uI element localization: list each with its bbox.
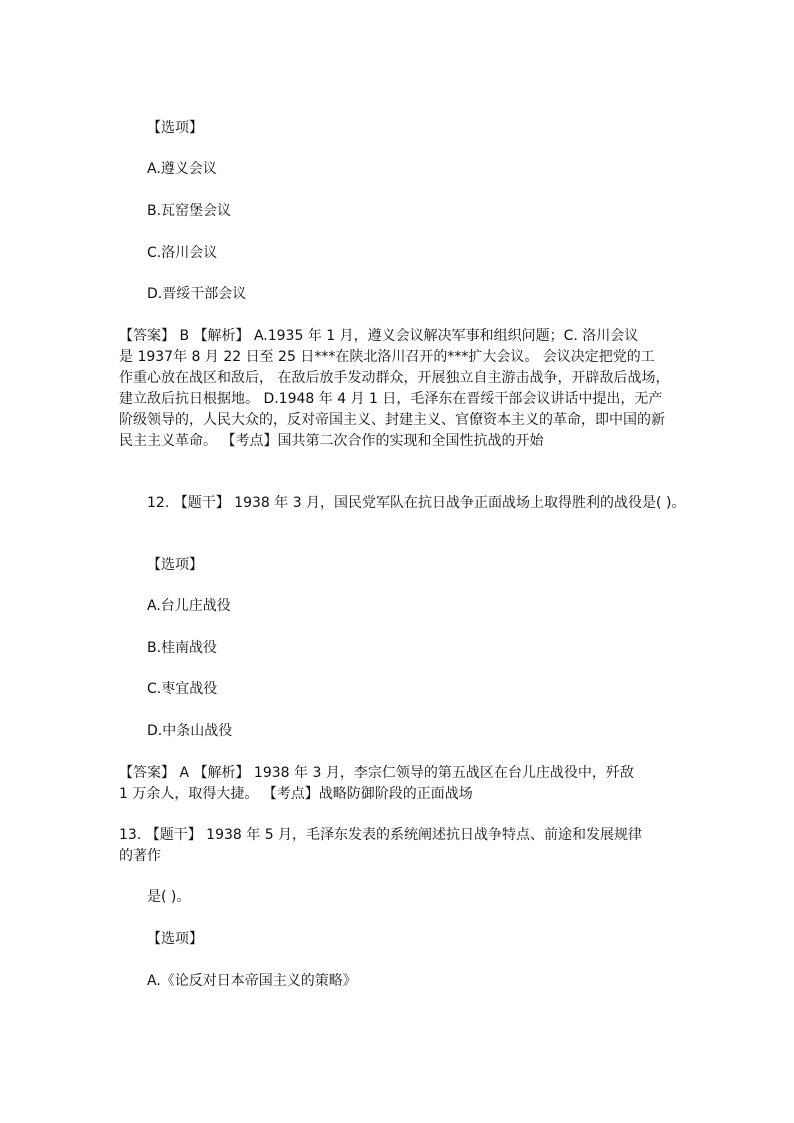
q11-answer-line-6: 民主主义革命。 【考点】国共第二次合作的实现和全国性抗战的开始	[119, 433, 544, 449]
q11-answer-line-5: 阶级领导的，人民大众的，反对帝国主义、封建主义、官僚资本主义的革命，即中国的新	[119, 412, 665, 428]
q13-options-heading: 【选项】	[147, 931, 203, 947]
q11-option-c: C.洛川会议	[147, 245, 218, 261]
q12-options-heading: 【选项】	[147, 557, 203, 573]
q12-stem: 12. 【题干】 1938 年 3 月，国民党军队在抗日战争正面战场上取得胜利的战役是( )。	[147, 495, 686, 511]
q13-option-a: A.《论反对日本帝国主义的策略》	[147, 973, 357, 989]
q12-option-c: C.枣宜战役	[147, 681, 218, 697]
q12-option-b: B.桂南战役	[147, 640, 218, 656]
q11-options-heading: 【选项】	[147, 120, 203, 136]
q11-option-d: D.晋绥干部会议	[147, 286, 247, 302]
q13-stem-continuation: 是( )。	[147, 889, 191, 905]
q11-option-a: A.遵义会议	[147, 161, 217, 177]
q12-answer-line-2: 1 万余人，取得大捷。 【考点】战略防御阶段的正面战场	[119, 786, 473, 802]
q13-stem-line-2: 的著作	[119, 848, 161, 864]
q12-answer-line-1: 【答案】 A 【解析】 1938 年 3 月，李宗仁领导的第五战区在台儿庄战役中，歼敌	[119, 765, 634, 781]
q11-option-b: B.瓦窑堡会议	[147, 203, 232, 219]
q11-answer-line-1: 【答案】 B 【解析】 A.1935 年 1 月，遵义会议解决军事和组织问题；C. 洛川会议	[119, 328, 639, 344]
q11-answer-line-4: 建立敌后抗日根据地。 D.1948 年 4 月 1 日，毛泽东在晋绥干部会议讲话中提出，无产	[119, 391, 663, 407]
q13-stem-line-1: 13. 【题干】 1938 年 5 月，毛泽东发表的系统阐述抗日战争特点、前途和发展规律	[119, 827, 643, 843]
q12-option-d: D.中条山战役	[147, 723, 233, 739]
q12-option-a: A.台儿庄战役	[147, 598, 231, 614]
q11-answer-line-2: 是 1937年 8 月 22 日至 25 日***在陕北洛川召开的***扩大会议。 会议决定把党的工	[119, 349, 655, 365]
q11-answer-line-3: 作重心放在战区和敌后， 在敌后放手发动群众，开展独立自主游击战争，开辟敌后战场，	[119, 370, 670, 386]
